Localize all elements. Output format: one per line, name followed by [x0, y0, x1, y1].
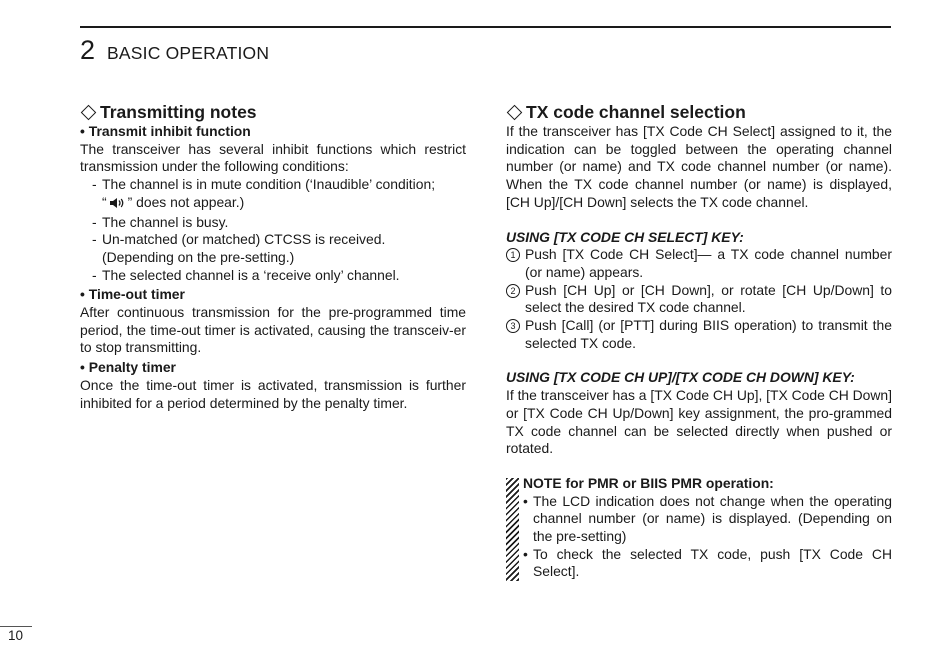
- list-item: - The selected channel is a ‘receive only’ channel.: [92, 267, 466, 285]
- subheading-timeout-timer: • Time-out timer: [80, 286, 185, 303]
- step-item: [506, 317, 892, 352]
- note-heading: NOTE for PMR or BIIS PMR operation:: [523, 474, 774, 491]
- diamond-icon: [507, 104, 523, 120]
- inhibit-item-2: The channel is busy.: [102, 213, 229, 230]
- step-number: 2: [506, 284, 520, 298]
- chapter-title: BASIC OPERATION: [107, 43, 270, 63]
- section-title: TX code channel selection: [526, 102, 746, 122]
- hatched-note-icon: [506, 478, 519, 581]
- list-item: - The channel is busy.: [92, 214, 466, 232]
- section-title: Transmitting notes: [100, 102, 257, 122]
- list-item: - The channel is in mute condition (‘Inaudible’ condition; “ ” does not appear.): [92, 176, 466, 213]
- step-text: Push [CH Up] or [CH Down], or rotate [CH Up/Down] to select the desired TX code channel.: [525, 281, 892, 316]
- subheading-transmit-inhibit: • Transmit inhibit function: [80, 123, 251, 139]
- chapter-header: [80, 33, 269, 67]
- right-column: [506, 101, 892, 581]
- note-box: [506, 475, 892, 581]
- note-item-2: To check the selected TX code, push [TX Code CH Select].: [533, 545, 892, 580]
- list-item: • To check the selected TX code, push [TX Code CH Select].: [523, 545, 892, 580]
- timeout-text: After continuous transmission for the pre-programmed time period, the time-out timer is activated, causing the transceiv-er to stop transmitting.: [80, 304, 466, 356]
- inhibit-item-3-note: (Depending on the pre-setting.): [102, 248, 295, 265]
- tx-code-intro: If the transceiver has [TX Code CH Select] assigned to it, the indication can be toggled between the operating channel number (or name) and TX code channel number (or name). When the TX code channel number (or name) is displayed, [CH Up]/[CH Down] selects the TX code channel.: [506, 123, 892, 210]
- inhibit-intro: The transceiver has several inhibit functions which restrict transmission under the following conditions:: [80, 140, 466, 175]
- subheading-select-key: USING [TX CODE CH SELECT] KEY:: [506, 228, 744, 245]
- section-heading-tx-code: [506, 101, 892, 123]
- section-heading-transmitting-notes: [80, 101, 466, 123]
- list-item: - Un-matched (or matched) CTCSS is received. (Depending on the pre-setting.): [92, 231, 386, 265]
- page-number: 10: [8, 628, 24, 643]
- updown-text: If the transceiver has a [TX Code CH Up], [TX Code CH Down] or [TX Code CH Up/Down] key assignment, the pro-grammed TX code channel can be selected directly when pushed or rotated.: [506, 387, 893, 457]
- footer-rule: [0, 626, 32, 627]
- penalty-text: Once the time-out timer is activated, transmission is further inhibited for a period determined by the penalty timer.: [80, 376, 466, 411]
- header-rule: [80, 26, 891, 28]
- subheading-penalty-timer: • Penalty timer: [80, 359, 176, 376]
- step-item: [506, 246, 892, 281]
- subheading-updown-key: USING [TX CODE CH UP]/[TX CODE CH DOWN] KEY:: [506, 369, 855, 386]
- left-column: [80, 101, 466, 412]
- step-number: 3: [506, 319, 520, 333]
- inhibit-item-1: The channel is in mute condition (‘Inaudible’ condition;: [102, 176, 436, 193]
- note-item-1: The LCD indication does not change when the operating channel number (or name) is displayed. (Depending on the pre-setting): [533, 492, 892, 545]
- list-item: • The LCD indication does not change when the operating channel number (or name) is displayed. (Depending on the pre-setting): [523, 492, 892, 545]
- step-item: [506, 282, 892, 317]
- step-text: Push [TX Code CH Select]— a TX code channel number (or name) appears.: [525, 246, 892, 280]
- inhibit-item-3: Un-matched (or matched) CTCSS is received.: [102, 231, 386, 248]
- inhibit-item-4: The selected channel is a ‘receive only’ channel.: [102, 266, 400, 283]
- speaker-icon: [109, 196, 126, 214]
- step-number: 1: [506, 248, 520, 262]
- diamond-icon: [81, 104, 97, 120]
- chapter-number: 2: [80, 35, 96, 65]
- step-text: Push [Call] (or [PTT] during BIIS operation) to transmit the selected TX code.: [525, 317, 892, 351]
